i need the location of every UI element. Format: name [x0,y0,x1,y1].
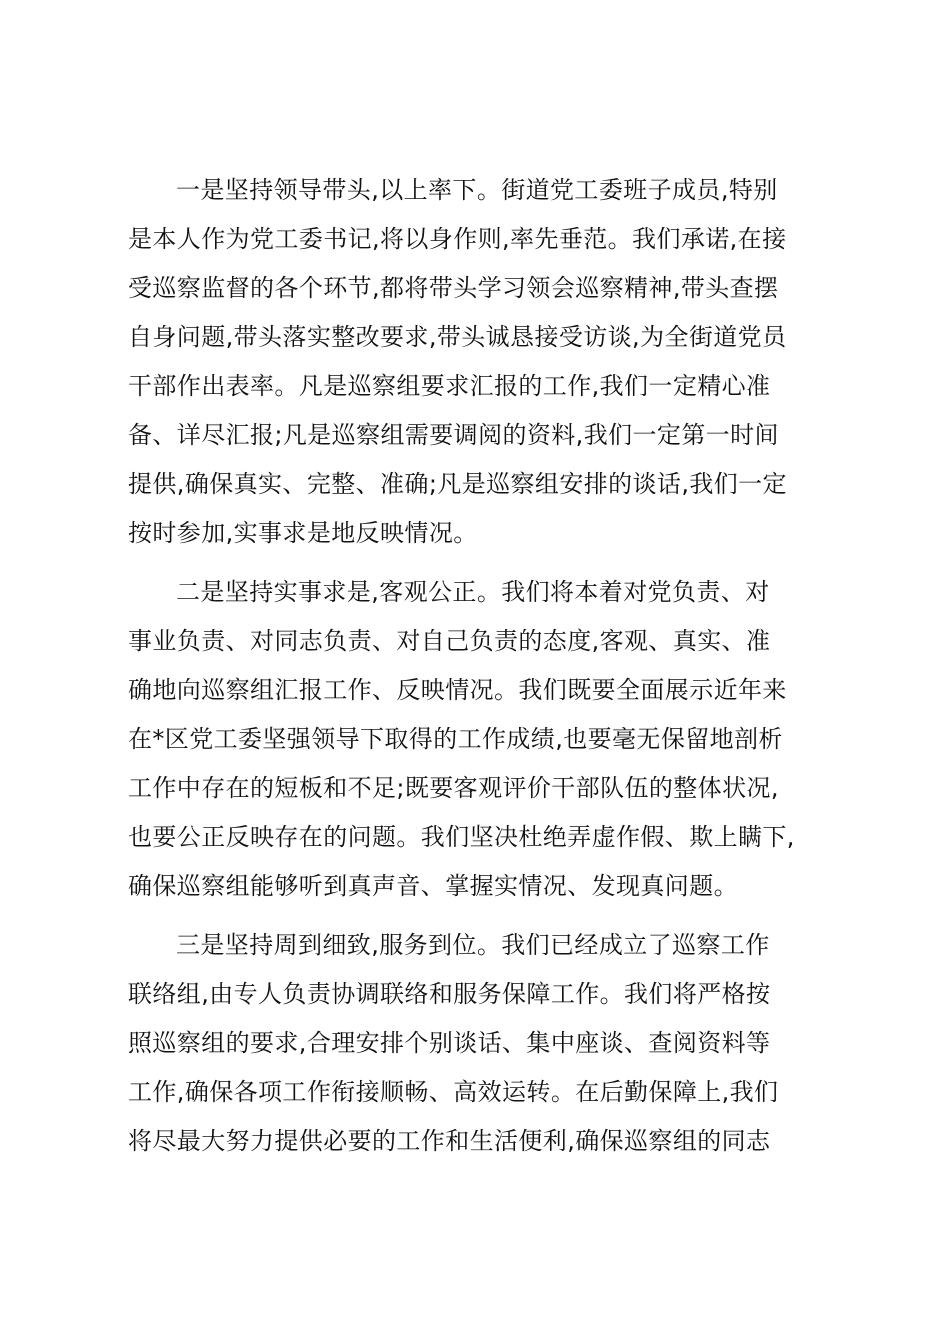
paragraph-line: 二是坚持实事求是,客观公正。我们将本着对党负责、对 [176,578,770,606]
paragraph-line: 自身问题,带头落实整改要求,带头诚恳接受访谈,为全街道党员 [128,323,787,351]
paragraph-3 [128,921,828,1166]
paragraph-line: 工作中存在的短板和不足;既要客观评价干部队伍的整体状况, [128,774,779,802]
paragraph-line: 将尽最大努力提供必要的工作和生活便利,确保巡察组的同志 [128,1127,771,1155]
paragraph-line: 工作,确保各项工作衔接顺畅、高效运转。在后勤保障上,我们 [128,1078,779,1106]
paragraph-line: 提供,确保真实、完整、准确;凡是巡察组安排的谈话,我们一定 [128,470,787,498]
document-body [128,166,828,1176]
paragraph-1 [128,166,828,558]
paragraph-line: 备、详尽汇报;凡是巡察组需要调阅的资料,我们一定第一时间 [128,421,779,449]
paragraph-line: 联络组,由专人负责协调联络和服务保障工作。我们将严格按 [128,980,771,1008]
paragraph-line: 确保巡察组能够听到真声音、掌握实情况、发现真问题。 [128,872,738,900]
paragraph-line: 也要公正反映存在的问题。我们坚决杜绝弄虚作假、欺上瞒下, [128,823,795,851]
paragraph-line: 按时参加,实事求是地反映情况。 [128,519,478,547]
paragraph-line: 受巡察监督的各个环节,都将带头学习领会巡察精神,带头查摆 [128,274,779,302]
paragraph-line: 是本人作为党工委书记,将以身作则,率先垂范。我们承诺,在接 [128,225,787,253]
paragraph-line: 事业负责、对同志负责、对自己负责的态度,客观、真实、准 [128,627,771,655]
paragraph-line: 一是坚持领导带头,以上率下。街道党工委班子成员,特别 [176,176,778,204]
paragraph-line: 确地向巡察组汇报工作、反映情况。我们既要全面展示近年来 [128,676,787,704]
paragraph-2 [128,568,828,911]
paragraph-line: 照巡察组的要求,合理安排个别谈话、集中座谈、查阅资料等 [128,1029,771,1057]
paragraph-line: 三是坚持周到细致,服务到位。我们已经成立了巡察工作 [176,931,770,959]
paragraph-line: 干部作出表率。凡是巡察组要求汇报的工作,我们一定精心准 [128,372,771,400]
paragraph-line: 在*区党工委坚强领导下取得的工作成绩,也要毫无保留地剖析 [128,725,783,753]
